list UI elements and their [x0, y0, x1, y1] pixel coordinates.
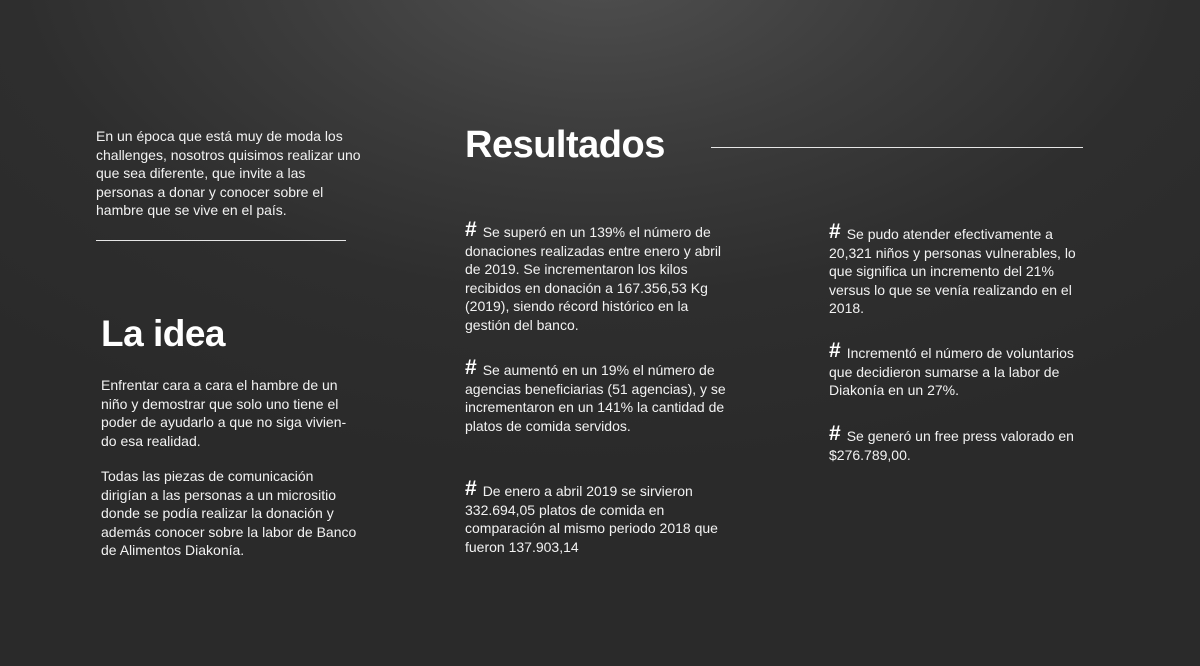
- result-text: Se superó en un 139% el número de donaciones realizadas entre enero y abril de 2019. Se incrementaron los kilos recibidos en donación a 167.356,53 Kg (2019), siendo récord histórico en la gestión del banco.: [465, 224, 722, 333]
- hash-icon: #: [465, 477, 477, 500]
- idea-paragraph-1: Enfrentar cara a cara el hambre de un niño y demostrar que solo uno tiene el poder de ayudarlo a que no siga vivien-do esa realidad.: [101, 377, 347, 449]
- result-text: De enero a abril 2019 se sirvieron 332.694,05 platos de comida en comparación al mismo periodo 2018 que fueron 137.903,14: [465, 483, 718, 555]
- result-item: [465, 477, 730, 556]
- hash-icon: #: [829, 339, 841, 362]
- result-item: [465, 218, 730, 334]
- result-text: Se aumentó en un 19% el número de agencias beneficiarias (51 agencias), y se incrementaron en un 141% la cantidad de platos de comida servidos.: [465, 362, 726, 434]
- intro-divider: [96, 240, 346, 241]
- result-text: Incrementó el número de voluntarios que decidieron sumarse a la labor de Diakonía en un 27%.: [829, 345, 1074, 398]
- result-item: [829, 220, 1087, 318]
- result-item: [829, 339, 1087, 400]
- result-text: Se generó un free press valorado en $276.789,00.: [829, 428, 1074, 463]
- hash-icon: #: [465, 356, 477, 379]
- idea-title: La idea: [101, 313, 225, 354]
- result-item: [829, 422, 1087, 464]
- hash-icon: #: [465, 218, 477, 241]
- intro-text: En un época que está muy de moda los challenges, nosotros quisimos realizar uno que sea diferente, que invite a las personas a donar y conocer sobre el hambre que se vive en el país.: [96, 128, 361, 218]
- idea-paragraph-2: Todas las piezas de comunicación dirigían a las personas a un micrositio donde se podía realizar la donación y además conocer sobre la labor de Banco de Alimentos Diakonía.: [101, 468, 357, 558]
- hash-icon: #: [829, 220, 841, 243]
- result-text: Se pudo atender efectivamente a 20,321 niños y personas vulnerables, lo que significa un incremento del 21% versus lo que se venía realizando en el 2018.: [829, 226, 1076, 316]
- results-title: Resultados: [465, 124, 665, 166]
- hash-icon: #: [829, 422, 841, 445]
- result-item: [465, 356, 730, 435]
- results-divider: [711, 147, 1083, 148]
